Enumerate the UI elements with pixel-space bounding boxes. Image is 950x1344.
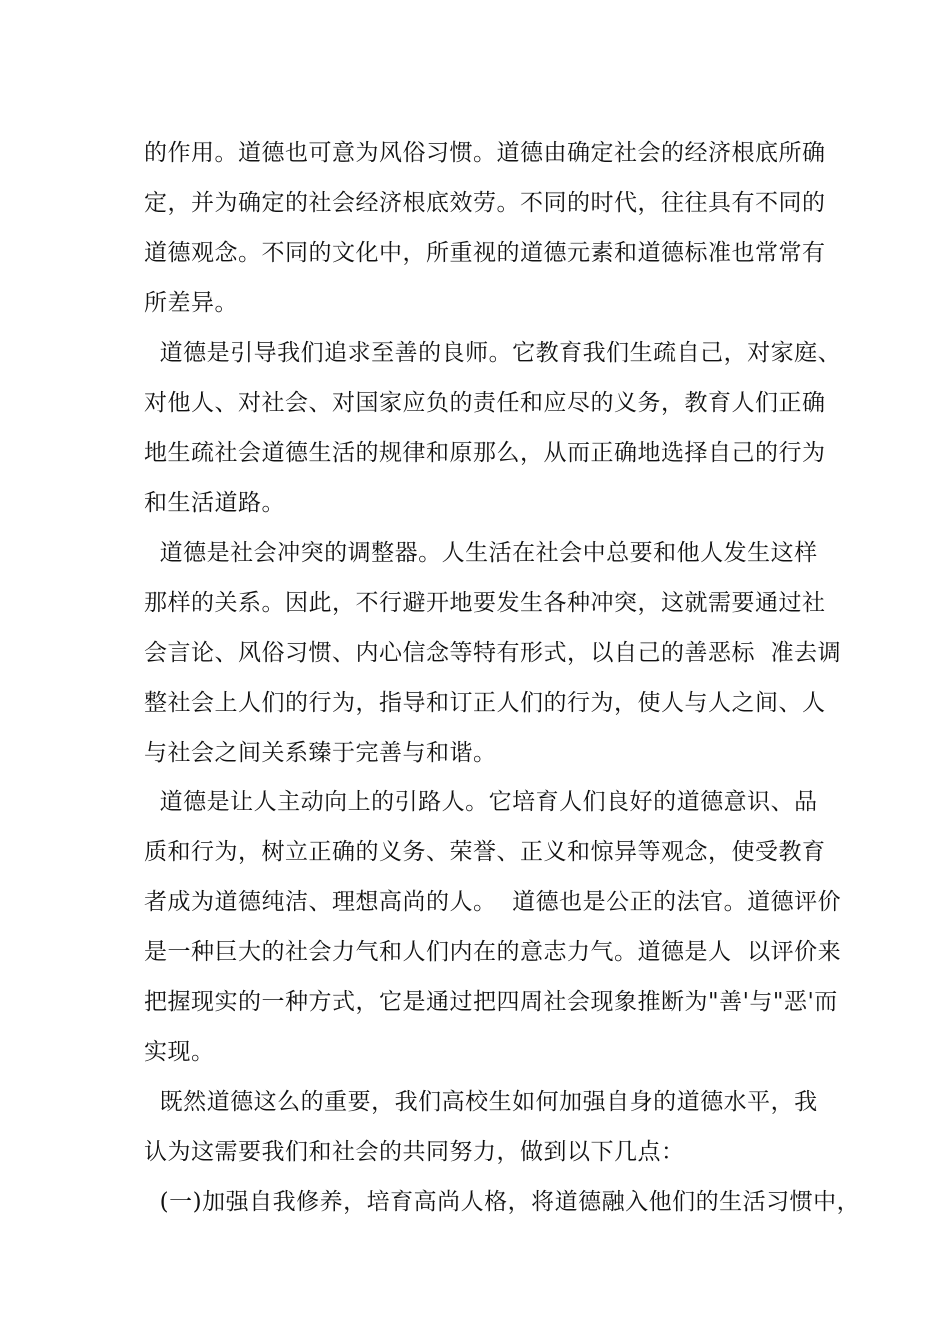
- text-line: 和生活道路。: [144, 490, 285, 516]
- text-line: 既然道德这么的重要，我们高校生如何加强自身的道德水平，我: [144, 1089, 818, 1115]
- text-line: 道德观念。不同的文化中，所重视的道德元素和道德标准也常常有: [144, 240, 826, 266]
- text-line: 所差异。: [144, 290, 238, 316]
- text-line: 与社会之间关系臻于完善与和谐。: [144, 740, 497, 766]
- text-line: 实现。: [144, 1039, 215, 1065]
- text-line: 整社会上人们的行为，指导和订正人们的行为，使人与人之间、人: [144, 690, 826, 716]
- text-line: 是一种巨大的社会力气和人们内在的意志力气。道德是人 以评价来: [144, 939, 842, 965]
- text-line: 地生疏社会道德生活的规律和原那么，从而正确地选择自己的行为: [144, 440, 826, 466]
- text-line: 道德是社会冲突的调整器。人生活在社会中总要和他人发生这样: [144, 540, 818, 566]
- text-line: 会言论、风俗习惯、内心信念等特有形式，以自己的善恶标 准去调: [144, 640, 842, 666]
- text-line: 那样的关系。因此，不行避开地要发生各种冲突，这就需要通过社: [144, 590, 826, 616]
- text-line: 者成为道德纯洁、理想高尚的人。 道德也是公正的法官。道德评价: [144, 889, 842, 915]
- text-line: 定，并为确定的社会经济根底效劳。不同的时代，往往具有不同的: [144, 190, 826, 216]
- text-line: 把握现实的一种方式，它是通过把四周社会现象推断为"善'与"恶'而: [144, 989, 838, 1015]
- text-line: 质和行为，树立正确的义务、荣誉、正义和惊异等观念，使受教育: [144, 839, 826, 865]
- text-line: (一)加强自我修养，培育高尚人格，将道德融入他们的生活习惯中，: [144, 1189, 861, 1215]
- text-line: 道德是让人主动向上的引路人。它培育人们良好的道德意识、品: [144, 789, 818, 815]
- text-line: 的作用。道德也可意为风俗习惯。道德由确定社会的经济根底所确: [144, 140, 826, 166]
- text-line: 道德是引导我们追求至善的良师。它教育我们生疏自己，对家庭、: [144, 340, 842, 366]
- text-line: 认为这需要我们和社会的共同努力，做到以下几点：: [144, 1139, 685, 1165]
- text-line: 对他人、对社会、对国家应负的责任和应尽的义务，教育人们正确: [144, 390, 826, 416]
